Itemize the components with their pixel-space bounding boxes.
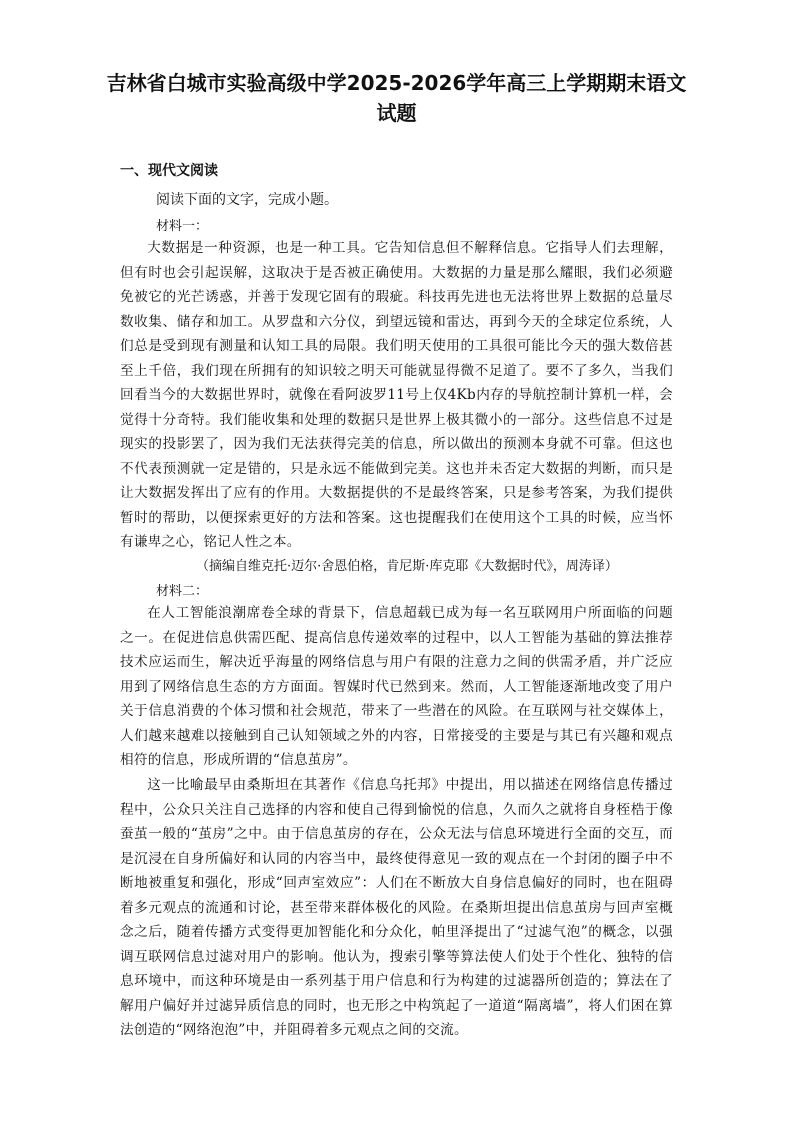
instruction-text: 阅读下面的文字，完成小题。 [156, 192, 338, 208]
material-1-paragraph: 大数据是一种资源，也是一种工具。它告知信息但不解释信息。它指导人们去理解，但有时也会引起误解，这取决于是否被正确使用。大数据的力量是那么耀眼，我们必须避免被它的光芒诱惑，并善于发现它固有的瑕疵。科技再先进也无法将世界上数据的总量尽数收集、储存和加工。从罗盘和六分仪，到望远镜和雷达，再到今天的全球定位系统，人们总是受到现有测量和认知工具的局限。我们明天使用的工具很可能比今天的强大数倍甚至上千倍，我们现在所拥有的知识较之明天可能就显得微不足道了。要不了多久，当我们回看当今的大数据世界时，就像在看阿波罗11号上仅4Kb内存的导航控制计算机一样，会觉得十分奇特。我们能收集和处理的数据只是世界上极其微小的一部分。这些信息不过是现实的投影罢了，因为我们无法获得完美的信息，所以做出的预测本身就不可靠。但这也不代表预测就一定是错的，只是永远不能做到完美。这也并未否定大数据的判断，而只是让大数据发挥出了应有的作用。大数据提供的不是最终答案，只是参考答案，为我们提供暂时的帮助，以便探索更好的方法和答案。这也提醒我们在使用这个工具的时候，应当怀有谦卑之心，铭记人性之本。 [120, 240, 673, 550]
material-2-label: 材料二： [156, 584, 209, 599]
material-1-label: 材料一： [156, 219, 209, 234]
page-title: 吉林省白城市实验高级中学2025-2026学年高三上学期期末语文试题 [106, 71, 687, 125]
material-2-paragraph-1: 在人工智能浪潮席卷全球的背景下，信息超载已成为每一名互联网用户所面临的问题之一。在促进信息供需匹配、提高信息传递效率的过程中，以人工智能为基础的算法推荐技术应运而生，解决近乎海量的网络信息与用户有限的注意力之间的供需矛盾，并广泛应用到了网络信息生态的方方面面。智媒时代已然到来。然而，人工智能逐渐地改变了用户关于信息消费的个体习惯和社会规范，带来了一些潜在的风险。在互联网与社交媒体上，人们越来越难以接触到自己认知领域之外的内容，日常接受的主要是与其已有兴趣和观点相符的信息，形成所谓的“信息茧房”。 [120, 605, 673, 768]
material-1-citation: （摘编自维克托·迈尔·舍恩伯格，肯尼斯·库克耶《大数据时代》，周涛译） [196, 559, 618, 574]
material-2-paragraph-2: 这一比喻最早由桑斯坦在其著作《信息乌托邦》中提出，用以描述在网络信息传播过程中，公众只关注自己选择的内容和使自己得到愉悦的信息，久而久之就将自身桎梏于像蚕茧一般的“茧房”之中。由于信息茧房的存在，公众无法与信息环境进行全面的交互，而是沉浸在自身所偏好和认同的内容当中，最终使得意见一致的观点在一个封闭的圈子中不断地被重复和强化，形成“回声室效应”：人们在不断放大自身信息偏好的同时，也在阻碍着多元观点的流通和讨论，甚至带来群体极化的风险。在桑斯坦提出信息茧房与回声室概念之后，随着传播方式变得更加智能化和分众化，帕里泽提出了“过滤气泡”的概念，以强调互联网信息过滤对用户的影响。他认为，搜索引擎等算法使人们处于个性化、独特的信息环境中，而这种环境是由一系列基于用户信息和行为构建的过滤器所创造的；算法在了解用户偏好并过滤异质信息的同时，也无形之中构筑起了一道道“隔离墙”，将人们困在算法创造的“网络泡泡”中，并阻碍着多元观点之间的交流。 [120, 777, 673, 1038]
section-heading: 一、现代文阅读 [120, 163, 218, 179]
